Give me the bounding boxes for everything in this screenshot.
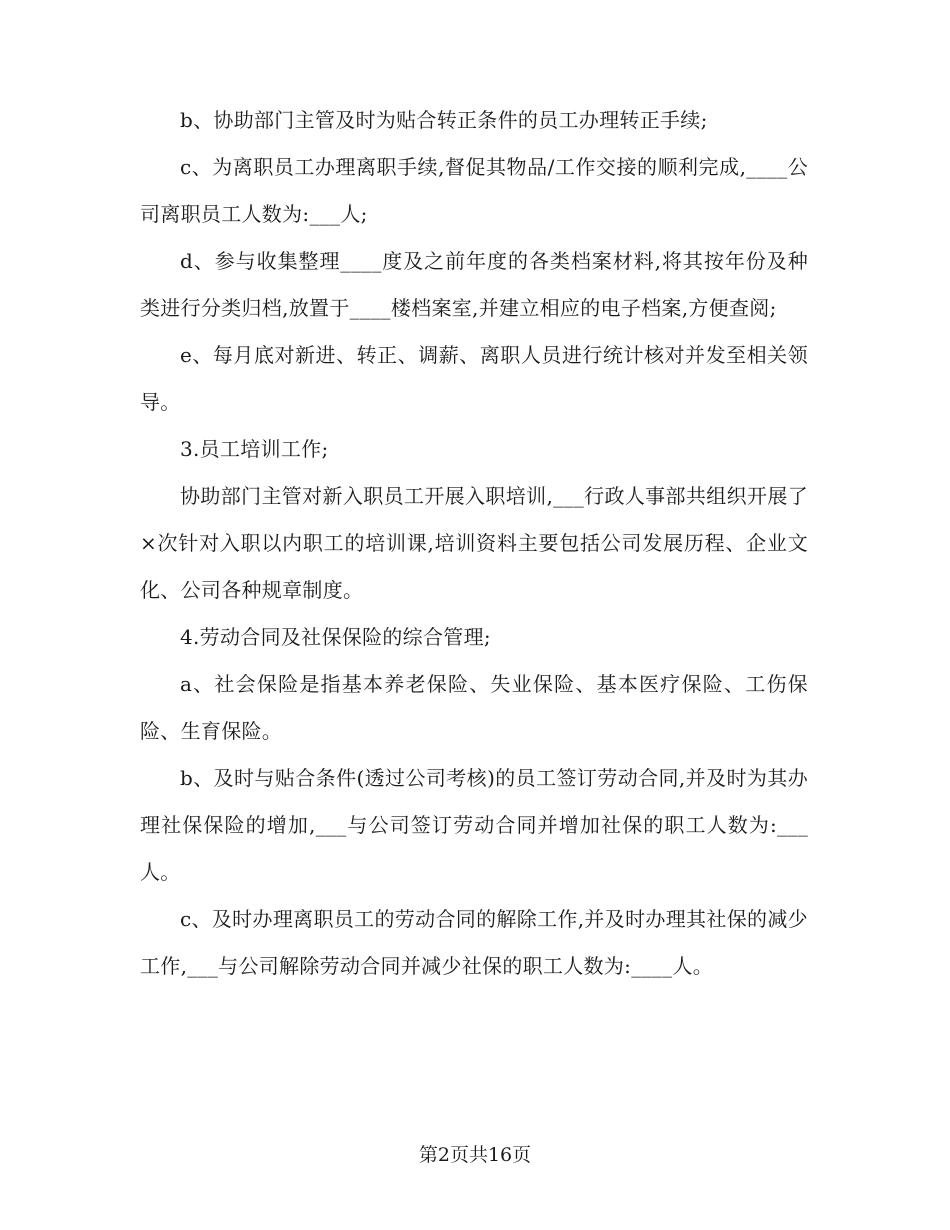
section-heading-training: 3.员工培训工作;: [180, 437, 329, 461]
document-body: [140, 97, 808, 990]
paragraph-a-social-insurance: a、社会保险是指基本养老保险、失业保险、基本医疗保险、工伤保险、生育保险。: [140, 672, 808, 743]
paragraph-d-archives: d、参与收集整理____度及之前年度的各类档案材料,将其按年份及种类进行分类归档,放置于____楼档案室,并建立相应的电子档案,方便查阅;: [140, 249, 808, 320]
section-heading-contracts: 4.劳动合同及社保保险的综合管理;: [180, 625, 491, 649]
paragraph-training: 协助部门主管对新入职员工开展入职培训,___行政人事部共组织开展了×次针对入职以内职工的培训课,培训资料主要包括公司发展历程、企业文化、公司各种规章制度。: [140, 484, 808, 602]
paragraph-c-termination: c、及时办理离职员工的劳动合同的解除工作,并及时办理其社保的减少工作,___与公司解除劳动合同并减少社保的职工人数为:____人。: [140, 907, 808, 978]
paragraph-c-resignation: c、为离职员工办理离职手续,督促其物品/工作交接的顺利完成,____公司离职员工人数为:___人;: [140, 155, 808, 226]
paragraph-b-probation: b、协助部门主管及时为贴合转正条件的员工办理转正手续;: [180, 108, 708, 132]
page-number: 第2页共16页: [418, 1144, 532, 1166]
paragraph-e-statistics: e、每月底对新进、转正、调薪、离职人员进行统计核对并发至相关领导。: [140, 343, 808, 414]
paragraph-b-contracts: b、及时与贴合条件(透过公司考核)的员工签订劳动合同,并及时为其办理社保保险的增加,___与公司签订劳动合同并增加社保的职工人数为:___人。: [140, 766, 808, 884]
